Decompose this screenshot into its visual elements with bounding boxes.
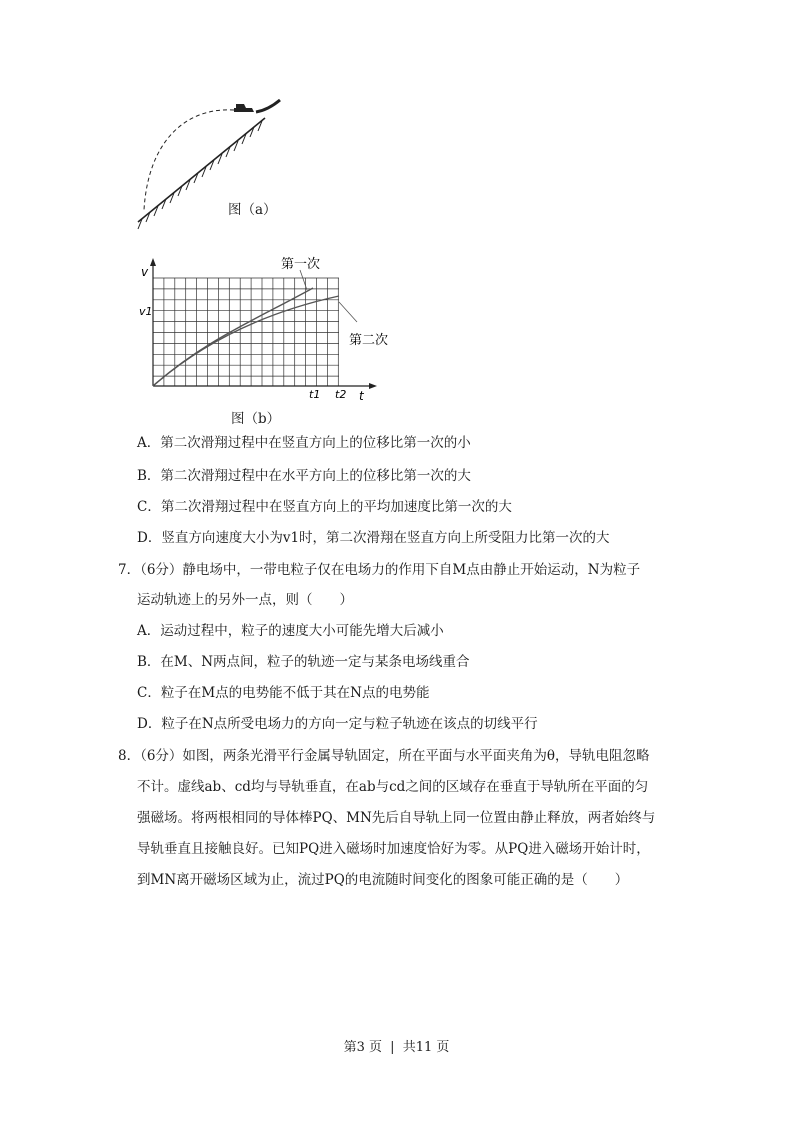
curve-second: [153, 296, 339, 386]
page-footer: [0, 1040, 793, 1056]
v-axis-arrow: [150, 258, 156, 266]
footer-separator: |: [390, 1040, 395, 1055]
q7-option-d: D．粒子在N点所受电场力的方向一定与粒子轨迹在该点的切线平行: [137, 716, 538, 732]
curve1-label: 第一次: [281, 257, 321, 272]
figure-b-vt-graph: [135, 248, 405, 408]
curve2-leader: [339, 302, 357, 322]
graph-grid: [153, 278, 339, 386]
q8-stem-line-2: 不计。虚线ab、cd均与导轨垂直，在ab与cd之间的区域存在垂直于导轨所在平面的匀: [137, 779, 649, 795]
t2-label: t2: [335, 388, 347, 401]
q8-stem-line-4: 导轨垂直且接触良好。已知PQ进入磁场时加速度恰好为零。从PQ进入磁场开始计时，: [137, 841, 650, 857]
curve-first: [153, 288, 313, 386]
takeoff-ramp: [256, 100, 280, 112]
curve2-label: 第二次: [349, 333, 389, 348]
q8-stem-line-1: 8．（6分）如图，两条光滑平行金属导轨固定，所在平面与水平面夹角为θ，导轨电阻忽略: [118, 748, 650, 764]
t-axis-arrow: [369, 383, 377, 389]
skier-icon: [234, 104, 254, 112]
q6-option-d: D．竖直方向速度大小为v1时，第二次滑翔在竖直方向上所受阻力比第一次的大: [137, 530, 610, 546]
page-number: 第3 页: [343, 1040, 383, 1055]
page-total: 共11 页: [402, 1040, 450, 1055]
q7-option-a: A．运动过程中，粒子的速度大小可能先增大后减小: [137, 623, 444, 639]
t-axis-label: t: [359, 389, 364, 403]
t1-label: t1: [309, 388, 321, 401]
figure-b-caption: 图（b）: [231, 411, 281, 427]
q8-stem-line-5: 到MN离开磁场区域为止，流过PQ的电流随时间变化的图象可能正确的是（ ）: [137, 872, 629, 888]
q6-option-b: B．第二次滑翔过程中在水平方向上的位移比第一次的大: [137, 468, 471, 484]
q7-option-b: B．在M、N两点间，粒子的轨迹一定与某条电场线重合: [137, 654, 470, 670]
v1-label: v1: [139, 305, 153, 318]
q7-stem-line-1: 7．（6分）静电场中，一带电粒子仅在电场力的作用下自M点由静止开始运动，N为粒子: [118, 562, 641, 578]
q6-option-a: A．第二次滑翔过程中在竖直方向上的位移比第一次的小: [137, 435, 471, 451]
q7-stem-line-2: 运动轨迹上的另外一点，则（ ）: [137, 592, 353, 608]
v-axis-label: v: [141, 265, 149, 279]
trajectory-dashed: [144, 110, 234, 210]
q8-stem-line-3: 强磁场。将两根相同的导体棒PQ、MN先后自导轨上同一位置由静止释放，两者始终与: [137, 810, 656, 826]
curve1-leader: [300, 270, 307, 290]
q6-option-c: C．第二次滑翔过程中在竖直方向上的平均加速度比第一次的大: [137, 499, 512, 515]
figure-a-caption: 图（a）: [228, 202, 277, 218]
q7-option-c: C．粒子在M点的电势能不低于其在N点的电势能: [137, 685, 430, 701]
